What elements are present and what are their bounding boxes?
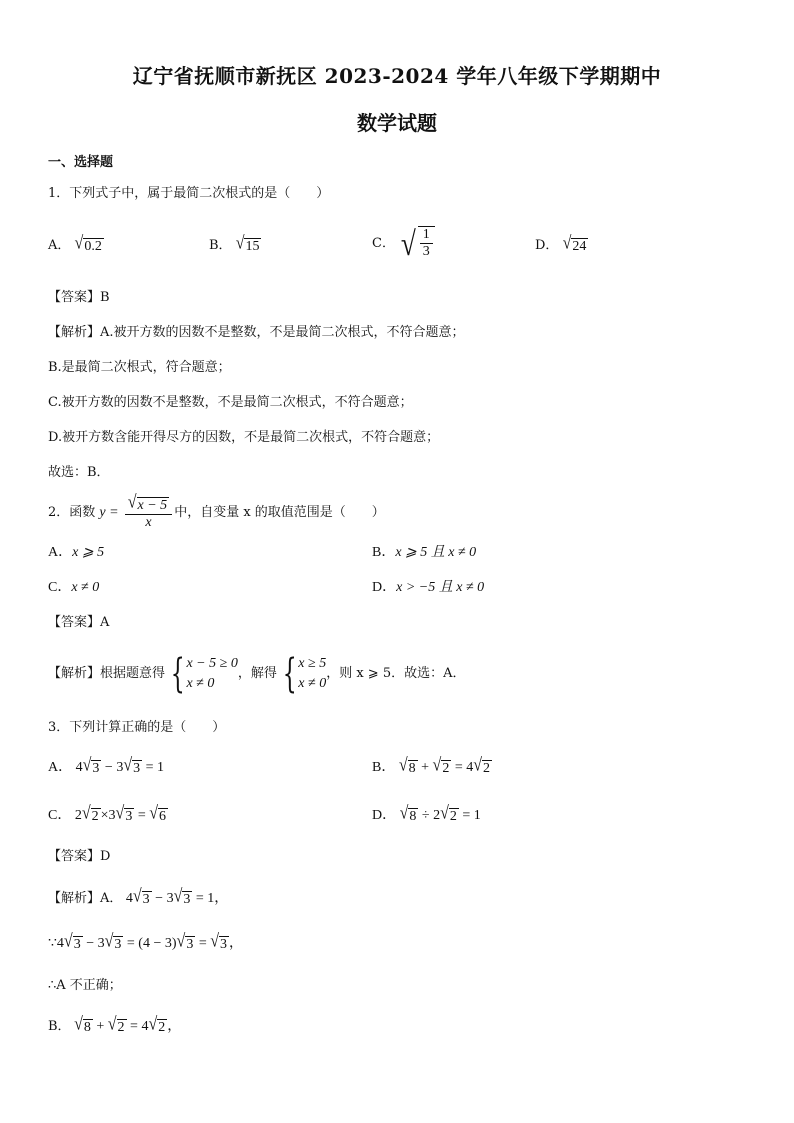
q2-stem: 2．函数 y = √ x − 5 x 中，自变量 x 的取值范围是（ ）: [48, 491, 385, 530]
q3-explanation: ∵4 √ 3 − 3 √ 3 = (4 − 3) √ 3 = √ 3 ，: [48, 931, 243, 953]
exam-title: 辽宁省抚顺市新抚区 2023-2024 学年八年级下学期期中: [132, 64, 662, 88]
q2-option-b: B．x ⩾ 5 且 x ≠ 0: [372, 545, 477, 560]
q1-explanation: 故选：B．: [48, 465, 110, 480]
q2-option-c: C．x ≠ 0: [48, 580, 100, 595]
q1-explanation: D.被开方数含能开得尽方的因数，不是最简二次根式，不符合题意；: [48, 430, 440, 445]
q3-explanation: 【解析】A． 4 √ 3 − 3 √ 3 = 1，: [48, 886, 229, 908]
q3-option-a: A． 4 √ 3 − 3 √ 3 = 1: [48, 755, 164, 777]
q3-explanation: B． √ 8 + √ 2 = 4 √ 2 ，: [48, 1014, 182, 1036]
q2-answer: 【答案】A: [48, 615, 110, 630]
q3-explanation: ∴A 不正确；: [48, 978, 122, 993]
q1-stem: 1．下列式子中，属于最简二次根式的是（ ）: [48, 186, 330, 201]
q1-option-c: C． √ $\frac{1}{3}$: [372, 226, 435, 262]
q3-option-b: B． √ 8 + √ 2 = 4 √ 2: [372, 755, 490, 777]
q2-option-a: A．x ⩾ 5: [48, 545, 105, 560]
q2-option-d: D．x > −5 且 x ≠ 0: [372, 580, 485, 595]
inequality-system: { x − 5 ≥ 0 x ≠ 0: [170, 650, 238, 697]
q1-option-a: A． √ 0.2: [48, 233, 102, 254]
inequality-system: { x ≥ 5 x ≠ 0: [282, 650, 327, 697]
sqrt-expression: √ 15: [235, 233, 260, 254]
q1-explanation: 【解析】A.被开方数的因数不是整数，不是最简二次根式，不符合题意；: [48, 325, 465, 340]
q3-option-c: C． 2 √ 2 ×3 √ 3 = √ 6: [48, 803, 166, 825]
q1-option-b: B． √ 15: [209, 233, 260, 254]
sqrt-expression: √ 24: [562, 233, 587, 254]
section-heading: 一、选择题: [48, 155, 114, 170]
sqrt-expression: √ 0.2: [74, 233, 102, 254]
q1-explanation: B.是最简二次根式，符合题意；: [48, 360, 231, 375]
sqrt-expression: √ $\frac{1}{3}$: [399, 226, 435, 262]
q2-explanation: 【解析】根据题意得 { x − 5 ≥ 0 x ≠ 0 ，解得 { x ≥ 5 x ≠ 0 ，则 x ⩾ 5．故选：A．: [48, 650, 466, 697]
q3-option-d: D． √ 8 ÷ 2 √ 2 = 1: [372, 803, 481, 825]
q3-answer: 【答案】D: [48, 849, 111, 864]
q3-stem: 3．下列计算正确的是（ ）: [48, 720, 226, 735]
exam-subtitle: 数学试题: [357, 111, 437, 135]
fraction: √ x − 5 x: [125, 495, 172, 531]
q1-option-d: D． √ 24: [535, 233, 587, 254]
q1-explanation: C.被开方数的因数不是整数，不是最简二次根式，不符合题意；: [48, 395, 413, 410]
q1-answer: 【答案】B: [48, 290, 110, 305]
